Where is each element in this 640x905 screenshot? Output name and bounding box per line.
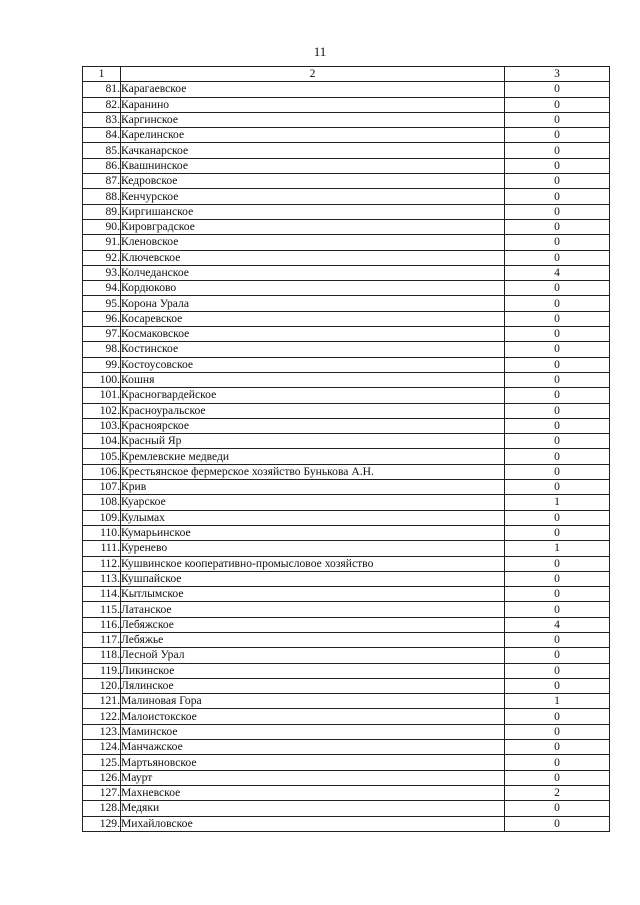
row-number: 94. — [83, 281, 121, 296]
table-row — [83, 617, 610, 632]
row-value: 0 — [505, 602, 610, 617]
row-name: Костоусовское — [121, 357, 505, 372]
row-number: 85. — [83, 143, 121, 158]
row-number: 115. — [83, 602, 121, 617]
row-number: 89. — [83, 204, 121, 219]
table-row — [83, 311, 610, 326]
table-row — [83, 434, 610, 449]
row-number: 128. — [83, 801, 121, 816]
table-row — [83, 449, 610, 464]
table-row — [83, 571, 610, 586]
row-value: 0 — [505, 464, 610, 479]
header-col-2: 2 — [121, 67, 505, 82]
row-value: 0 — [505, 403, 610, 418]
row-value: 0 — [505, 158, 610, 173]
row-value: 0 — [505, 143, 610, 158]
row-value: 0 — [505, 709, 610, 724]
table-row — [83, 235, 610, 250]
table-row — [83, 158, 610, 173]
table-row — [83, 709, 610, 724]
row-value: 0 — [505, 372, 610, 387]
row-number: 90. — [83, 219, 121, 234]
row-value: 0 — [505, 480, 610, 495]
row-value: 0 — [505, 311, 610, 326]
row-name: Кедровское — [121, 174, 505, 189]
table-row — [83, 816, 610, 831]
row-value: 0 — [505, 801, 610, 816]
row-number: 114. — [83, 587, 121, 602]
table-row — [83, 128, 610, 143]
table-row — [83, 663, 610, 678]
row-number: 118. — [83, 648, 121, 663]
row-name: Мартьяновское — [121, 755, 505, 770]
row-value: 0 — [505, 388, 610, 403]
row-number: 124. — [83, 740, 121, 755]
row-number: 116. — [83, 617, 121, 632]
row-value: 0 — [505, 357, 610, 372]
row-name: Лебяжское — [121, 617, 505, 632]
row-value: 0 — [505, 97, 610, 112]
table-row — [83, 174, 610, 189]
row-value: 0 — [505, 296, 610, 311]
row-name: Косаревское — [121, 311, 505, 326]
table-row — [83, 189, 610, 204]
table-row — [83, 357, 610, 372]
row-name: Киргишанское — [121, 204, 505, 219]
row-name: Лялинское — [121, 678, 505, 693]
table-row — [83, 510, 610, 525]
table-row — [83, 418, 610, 433]
row-value: 0 — [505, 112, 610, 127]
row-value: 0 — [505, 755, 610, 770]
row-value: 0 — [505, 724, 610, 739]
row-value: 2 — [505, 785, 610, 800]
table-row — [83, 265, 610, 280]
row-number: 129. — [83, 816, 121, 831]
row-number: 111. — [83, 541, 121, 556]
row-value: 0 — [505, 204, 610, 219]
row-value: 0 — [505, 434, 610, 449]
table-row — [83, 556, 610, 571]
row-number: 106. — [83, 464, 121, 479]
row-name: Кленовское — [121, 235, 505, 250]
row-number: 102. — [83, 403, 121, 418]
row-name: Медяки — [121, 801, 505, 816]
row-name: Малоистокское — [121, 709, 505, 724]
row-name: Лебяжье — [121, 632, 505, 647]
row-number: 127. — [83, 785, 121, 800]
table-row — [83, 250, 610, 265]
row-number: 92. — [83, 250, 121, 265]
row-name: Корона Урала — [121, 296, 505, 311]
row-value: 0 — [505, 219, 610, 234]
table-row — [83, 281, 610, 296]
row-name: Ключевское — [121, 250, 505, 265]
row-name: Красногвардейское — [121, 388, 505, 403]
row-value: 0 — [505, 648, 610, 663]
table-body — [83, 67, 610, 832]
data-table — [82, 66, 610, 832]
table-row — [83, 648, 610, 663]
row-name: Красный Яр — [121, 434, 505, 449]
table-row — [83, 372, 610, 387]
row-value: 0 — [505, 449, 610, 464]
row-name: Михайловское — [121, 816, 505, 831]
table-row — [83, 296, 610, 311]
row-number: 122. — [83, 709, 121, 724]
row-value: 0 — [505, 174, 610, 189]
row-number: 103. — [83, 418, 121, 433]
row-name: Махневское — [121, 785, 505, 800]
row-number: 83. — [83, 112, 121, 127]
table-row — [83, 694, 610, 709]
row-value: 0 — [505, 678, 610, 693]
row-name: Космаковское — [121, 327, 505, 342]
row-value: 0 — [505, 128, 610, 143]
row-value: 0 — [505, 587, 610, 602]
row-value: 0 — [505, 342, 610, 357]
row-value: 0 — [505, 189, 610, 204]
row-number: 119. — [83, 663, 121, 678]
row-value: 1 — [505, 694, 610, 709]
row-number: 126. — [83, 770, 121, 785]
table-row — [83, 785, 610, 800]
row-number: 97. — [83, 327, 121, 342]
row-number: 93. — [83, 265, 121, 280]
table-row — [83, 678, 610, 693]
table-row — [83, 602, 610, 617]
row-value: 0 — [505, 816, 610, 831]
table-row — [83, 541, 610, 556]
row-value: 0 — [505, 418, 610, 433]
row-number: 121. — [83, 694, 121, 709]
table-row — [83, 97, 610, 112]
table-row — [83, 495, 610, 510]
row-name: Маурт — [121, 770, 505, 785]
table-row — [83, 143, 610, 158]
row-number: 117. — [83, 632, 121, 647]
table-row — [83, 587, 610, 602]
row-name: Кремлевские медведи — [121, 449, 505, 464]
row-name: Карагаевское — [121, 82, 505, 97]
page-number: 11 — [313, 44, 327, 59]
row-name: Ликинское — [121, 663, 505, 678]
row-value: 0 — [505, 510, 610, 525]
row-name: Кенчурское — [121, 189, 505, 204]
table-row — [83, 464, 610, 479]
table-row — [83, 724, 610, 739]
row-value: 0 — [505, 525, 610, 540]
table-header-row — [83, 67, 610, 82]
row-name: Латанское — [121, 602, 505, 617]
row-value: 0 — [505, 235, 610, 250]
table-row — [83, 740, 610, 755]
table-row — [83, 388, 610, 403]
row-name: Костинское — [121, 342, 505, 357]
row-number: 95. — [83, 296, 121, 311]
row-name: Качканарское — [121, 143, 505, 158]
row-number: 113. — [83, 571, 121, 586]
table-row — [83, 480, 610, 495]
row-name: Каргинское — [121, 112, 505, 127]
row-value: 0 — [505, 740, 610, 755]
row-name: Маминское — [121, 724, 505, 739]
row-number: 107. — [83, 480, 121, 495]
row-value: 0 — [505, 556, 610, 571]
row-name: Куренево — [121, 541, 505, 556]
row-number: 96. — [83, 311, 121, 326]
row-name: Кушвинское кооперативно-промысловое хозяйство — [121, 556, 505, 571]
row-name: Красноуральское — [121, 403, 505, 418]
row-name: Куарское — [121, 495, 505, 510]
table-row — [83, 801, 610, 816]
table-row — [83, 770, 610, 785]
row-name: Крив — [121, 480, 505, 495]
row-number: 110. — [83, 525, 121, 540]
row-value: 0 — [505, 281, 610, 296]
row-number: 84. — [83, 128, 121, 143]
header-col-3: 3 — [505, 67, 610, 82]
table-row — [83, 342, 610, 357]
row-value: 4 — [505, 265, 610, 280]
row-name: Кошня — [121, 372, 505, 387]
row-name: Крестьянское фермерское хозяйство Бунькова А.Н. — [121, 464, 505, 479]
row-name: Кытлымское — [121, 587, 505, 602]
row-value: 0 — [505, 250, 610, 265]
row-name: Кушпайское — [121, 571, 505, 586]
row-name: Карелинское — [121, 128, 505, 143]
row-name: Колчеданское — [121, 265, 505, 280]
row-number: 104. — [83, 434, 121, 449]
table-row — [83, 403, 610, 418]
table-row — [83, 755, 610, 770]
header-col-1: 1 — [83, 67, 121, 82]
row-number: 99. — [83, 357, 121, 372]
row-number: 82. — [83, 97, 121, 112]
row-number: 112. — [83, 556, 121, 571]
row-name: Кировградское — [121, 219, 505, 234]
row-number: 109. — [83, 510, 121, 525]
row-number: 105. — [83, 449, 121, 464]
row-value: 0 — [505, 82, 610, 97]
table-row — [83, 219, 610, 234]
row-value: 0 — [505, 770, 610, 785]
row-name: Кулымах — [121, 510, 505, 525]
row-name: Красноярское — [121, 418, 505, 433]
row-number: 120. — [83, 678, 121, 693]
row-value: 0 — [505, 663, 610, 678]
row-value: 1 — [505, 541, 610, 556]
table-row — [83, 327, 610, 342]
row-name: Лесной Урал — [121, 648, 505, 663]
row-number: 88. — [83, 189, 121, 204]
row-value: 1 — [505, 495, 610, 510]
table-row — [83, 632, 610, 647]
row-number: 91. — [83, 235, 121, 250]
row-number: 101. — [83, 388, 121, 403]
row-name: Манчажское — [121, 740, 505, 755]
row-name: Квашнинское — [121, 158, 505, 173]
row-number: 125. — [83, 755, 121, 770]
row-name: Кордюково — [121, 281, 505, 296]
row-number: 100. — [83, 372, 121, 387]
row-number: 86. — [83, 158, 121, 173]
row-number: 81. — [83, 82, 121, 97]
row-value: 0 — [505, 632, 610, 647]
table-row — [83, 82, 610, 97]
row-number: 123. — [83, 724, 121, 739]
table-row — [83, 112, 610, 127]
table-row — [83, 525, 610, 540]
row-value: 0 — [505, 327, 610, 342]
row-value: 0 — [505, 571, 610, 586]
row-number: 98. — [83, 342, 121, 357]
row-number: 87. — [83, 174, 121, 189]
row-name: Каранино — [121, 97, 505, 112]
row-name: Малиновая Гора — [121, 694, 505, 709]
row-name: Кумарьинское — [121, 525, 505, 540]
row-value: 4 — [505, 617, 610, 632]
row-number: 108. — [83, 495, 121, 510]
table-row — [83, 204, 610, 219]
